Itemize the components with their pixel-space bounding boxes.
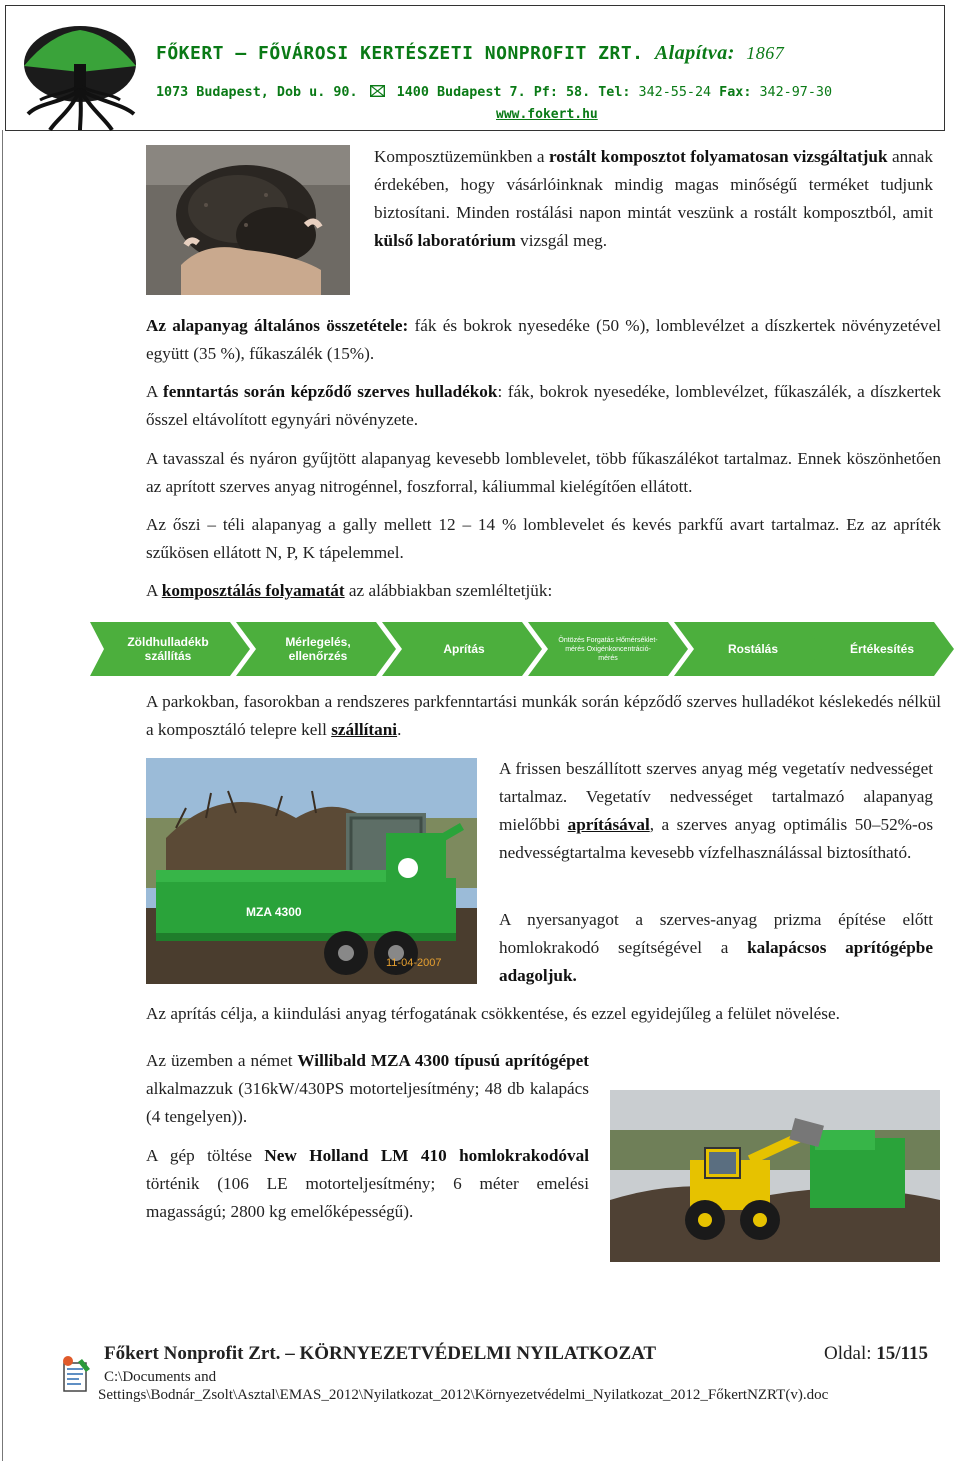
process-step-3: Aprítás — [382, 622, 542, 676]
process-step-4: Öntözés Forgatás Hőmérséklet-mérés Oxigénkoncentráció-mérés — [528, 622, 688, 676]
paragraph-loader-feeding: A nyersanyagot a szerves-anyag prizma építése előtt homlokrakodó segítségével a kalapácsos aprítógépbe adagoljuk. — [499, 910, 933, 985]
paragraph-composition: Az alapanyag általános összetétele: fák és bokrok nyesedéke (50 %), lomblevélzet a díszkertek növényzetével együtt (35 %), fűkaszálék (15%). — [146, 316, 941, 363]
page-indicator: Oldal: 15/115 — [824, 1343, 928, 1364]
process-step-2: Mérlegelés, ellenőrzés — [236, 622, 396, 676]
paragraph-vegetative-moisture: A frissen beszállított szerves anyag még vegetatív nedvességet tartalmaz. Vegetatív nedvességet tartalmazó alapanyag mielőbbi aprításával, a szerves anyag optimális 50–52%-os nedvességtartalma kevesebb vízfelhasználással biztosítható. — [499, 759, 934, 862]
left-margin-line — [2, 130, 3, 1461]
document-clipart-icon — [58, 1355, 92, 1395]
paragraph-organic-waste: A fenntartás során képződő szerves hulladékok: fák, bokrok nyesedéke, lomblevélzet, fűkaszálék, a díszkertek ősszel eltávolított egynyári növényzete. — [146, 382, 941, 429]
paragraph-autumn-winter: Az őszi – téli alapanyag a gally mellett 12 – 14 % lomblevelet és kevés parkfű avart tartalmaz. Ez az apríték szűkösen ellátott N, P, K tápelemmel. — [146, 515, 941, 562]
letterhead — [5, 5, 945, 131]
process-step-5: Rostálás — [674, 622, 824, 676]
paragraph-spring-summer: A tavasszal és nyáron gyűjtött alapanyag kevesebb lomblevelet, több fűkaszálékot tartalmaz. Ennek köszönhetően az aprított szerves anyag nitrogénnel, foszforral, káliummal kielégítően ellátott. — [146, 449, 941, 496]
footer-title: Főkert Nonprofit Zrt. – KÖRNYEZETVÉDELMI NYILATKOZAT Oldal: 15/115 — [104, 1343, 928, 1364]
loader-photo — [610, 1090, 940, 1262]
composting-process-diagram — [90, 622, 956, 676]
tree-logo-icon — [20, 24, 140, 132]
footer-path-line2: Settings\Bodnár_Zsolt\Asztal\EMAS_2012\Nyilatkozat_2012\Környezetvédelmi_Nyilatkozat_2012_FőkertNZRT(v).doc — [98, 1387, 829, 1403]
contact-line: 1073 Budapest, Dob u. 90. 1400 Budapest 7. Pf: 58. Tel: 342-55-24 Fax: 342-97-30 — [156, 85, 833, 100]
machine-label: MZA 4300 — [246, 905, 302, 919]
organization-name: FŐKERT – FŐVÁROSI KERTÉSZETI NONPROFIT ZRT. Alapítva: 1867 — [156, 42, 785, 64]
compost-photo — [146, 145, 350, 295]
process-step-6: Értékesítés — [802, 622, 954, 676]
envelope-icon — [370, 85, 385, 97]
paragraph-process-intro: A komposztálás folyamatát az alábbiakban szemléltetjük: — [146, 581, 553, 600]
paragraph-transport: A parkokban, fasorokban a rendszeres parkfenntartási munkák során képződő szerves hulladékot késlekedés nélkül a komposztáló telepre kell szállítani. — [146, 692, 941, 739]
paragraph-new-holland: A gép töltése New Holland LM 410 homlokrakodóval történik (106 LE motorteljesítmény; 6 méter emelési magasságú; 2800 kg emelőképességű). — [146, 1146, 589, 1221]
shredder-photo — [146, 758, 477, 984]
footer-path-line1: C:\Documents and — [104, 1369, 217, 1385]
paragraph-lab-testing: Komposztüzemünkben a rostált komposztot folyamatosan vizsgáltatjuk annak érdekében, hogy vásárlóinknak mindig magas minőségű terméket tudjunk biztosítani. Minden rostálási napon mintát veszünk a rostált komposztból, amit külső laboratórium vizsgál meg. — [374, 147, 933, 250]
process-step-1: Zöldhulladékb szállítás — [90, 622, 250, 676]
photo-date: 11-04-2007 — [386, 957, 442, 969]
website-link[interactable]: www.fokert.hu — [496, 107, 598, 122]
paragraph-shredding-goal: Az aprítás célja, a kiindulási anyag térfogatának csökkentése, és ezzel egyidejűleg a felület növelése. — [146, 1004, 840, 1023]
paragraph-willibald: Az üzemben a német Willibald MZA 4300 típusú aprítógépet alkalmazzuk (316kW/430PS motorteljesítmény; 48 db kalapács (4 tengelyen)). — [146, 1051, 589, 1126]
